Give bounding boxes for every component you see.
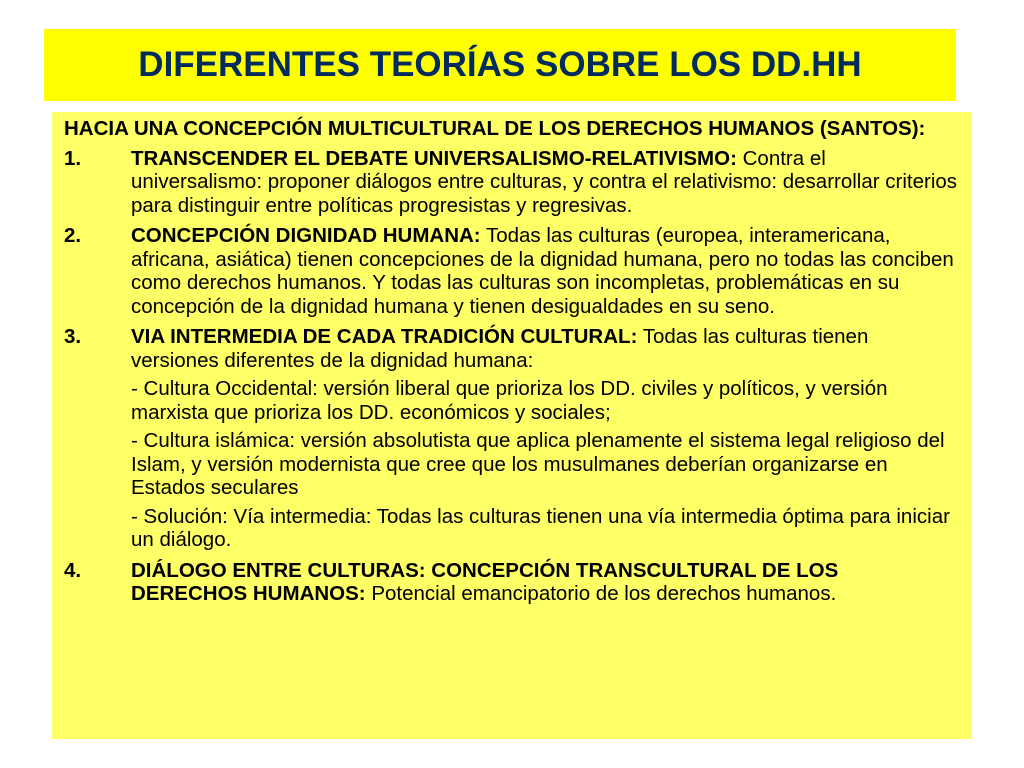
intro-heading: HACIA UNA CONCEPCIÓN MULTICULTURAL DE LOS DERECHOS HUMANOS (SANTOS): (64, 117, 926, 140)
item-body (131, 224, 960, 318)
item-text: Todas las culturas tienen versiones diferentes de la dignidad humana: (131, 325, 869, 372)
item-number: 3. (64, 325, 82, 348)
list-item-3 (64, 325, 960, 372)
subpoint-western-culture: - Cultura Occidental: versión liberal que prioriza los DD. civiles y políticos, y versión marxista que prioriza los DD. económicos y sociales; (131, 377, 888, 424)
slide-title: DIFERENTES TEORÍAS SOBRE LOS DD.HH (138, 45, 862, 84)
item-heading: VIA INTERMEDIA DE CADA TRADICIÓN CULTURAL: (131, 325, 638, 348)
subpoint-islamic-culture: - Cultura islámica: versión absolutista que aplica plenamente el sistema legal religioso del Islam, y versión modernista que cree que los musulmanes deberían organizarse en Estados seculares (131, 429, 945, 499)
item-heading: DIÁLOGO ENTRE CULTURAS: CONCEPCIÓN TRANSCULTURAL DE LOS DERECHOS HUMANOS: (131, 558, 839, 605)
item-number: 2. (64, 224, 82, 247)
item-body (131, 147, 960, 218)
item-text: Contra el universalismo: proponer diálogos entre culturas, y contra el relativismo: desarrollar criterios para distinguir entre políticas progresistas y regresivas. (131, 146, 958, 217)
content-panel (52, 112, 972, 739)
subpoint-solution: - Solución: Vía intermedia: Todas las culturas tienen una vía intermedia óptima para iniciar un diálogo. (131, 504, 950, 551)
item-body (131, 559, 960, 606)
title-banner (44, 29, 956, 101)
list-item-1 (64, 147, 960, 218)
item-number: 4. (64, 558, 82, 582)
item-heading: TRANSCENDER EL DEBATE UNIVERSALISMO-RELATIVISMO: (131, 146, 737, 170)
item-text: Todas las culturas (europea, interamericana, africana, asiática) tienen concepciones de la dignidad humana, pero no todas las conciben como derechos humanos. Y todas las culturas son incompletas, problemáticas en su concepción de la dignidad humana y tienen desigualdades en su seno. (131, 224, 954, 318)
item-text: Potencial emancipatorio de los derechos humanos. (365, 582, 837, 605)
item-heading: CONCEPCIÓN DIGNIDAD HUMANA: (131, 224, 481, 247)
list-item-2 (64, 224, 960, 318)
item-body (131, 325, 960, 372)
item-number: 1. (64, 146, 82, 170)
list-item-4 (64, 559, 960, 606)
